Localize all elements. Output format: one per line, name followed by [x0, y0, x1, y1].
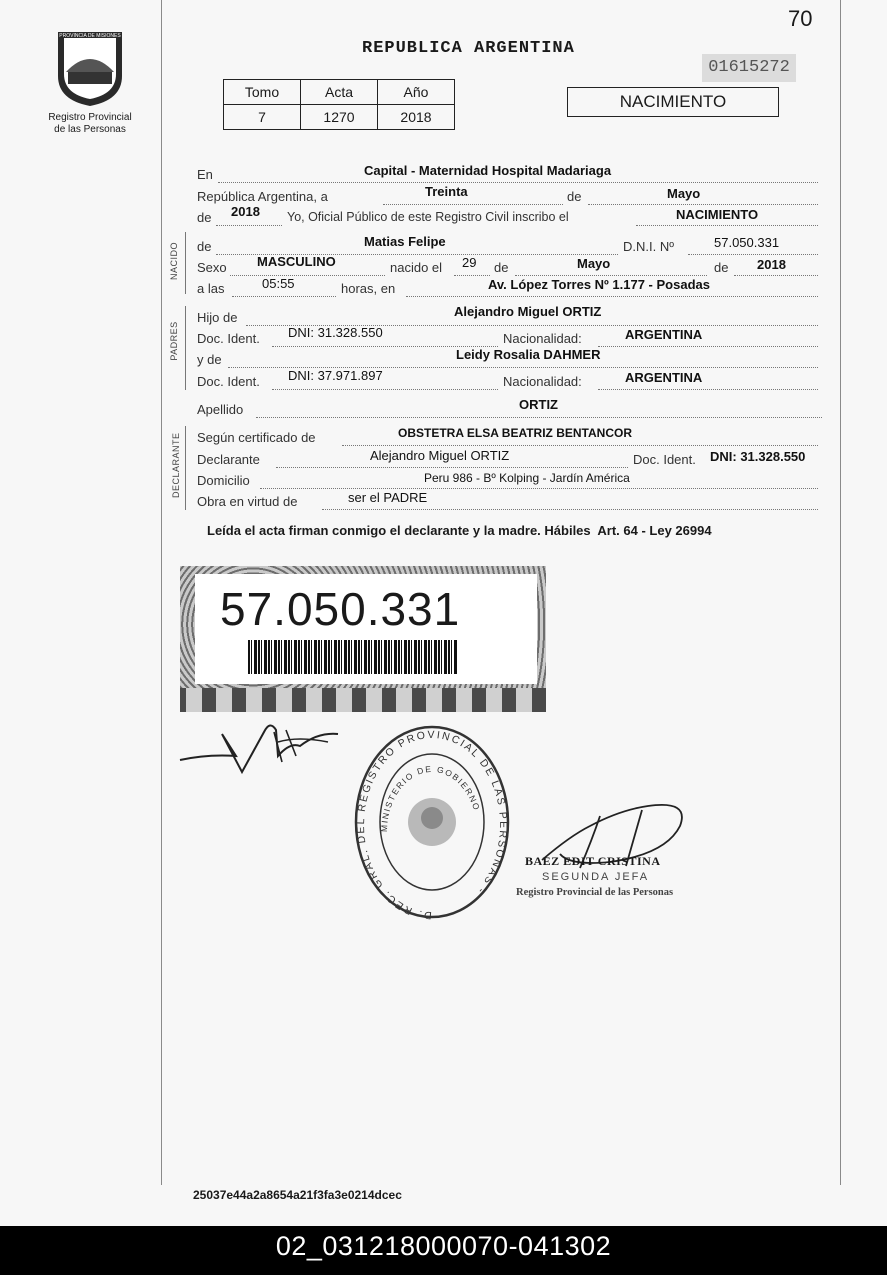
birth-time: 05:55 — [262, 276, 295, 291]
father-name: Alejandro Miguel ORTIZ — [454, 304, 602, 319]
declarante-line — [276, 467, 628, 468]
sexo-line — [230, 275, 385, 276]
horas-en-label: horas, en — [341, 281, 396, 296]
declarant-address: Peru 986 - Bº Kolping - Jardín América — [424, 471, 630, 485]
registry-table — [223, 79, 455, 130]
document-hash: 25037e44a2a8654a21f3fa3e0214dcec — [193, 1188, 402, 1202]
side-label-padres: PADRES — [169, 321, 179, 361]
birth-certificate-issuer: OBSTETRA ELSA BEATRIZ BENTANCOR — [398, 426, 632, 440]
page-number: 70 — [788, 6, 813, 31]
id-sticker-bottom-band — [180, 688, 546, 712]
serial-number: 01615272 — [702, 54, 796, 82]
birth-address: Av. López Torres Nº 1.177 - Posadas — [488, 277, 710, 292]
madre-nacionalidad-label: Nacionalidad: — [503, 374, 582, 389]
domicilio-line — [260, 488, 818, 489]
de-label-2: de — [197, 210, 212, 225]
col-anio-header: Año — [378, 80, 455, 105]
dia-line — [383, 204, 563, 205]
apellido-label: Apellido — [197, 402, 244, 417]
inscribo-line — [636, 225, 818, 226]
surname: ORTIZ — [519, 397, 558, 412]
domicilio-label: Domicilio — [197, 473, 250, 488]
child-name: Matias Felipe — [364, 234, 446, 249]
declarant-document: DNI: 31.328.550 — [710, 449, 806, 464]
father-nationality: ARGENTINA — [625, 327, 703, 342]
official-role: SEGUNDA JEFA — [542, 871, 650, 883]
padres-group-line — [185, 306, 186, 390]
mes-line — [588, 204, 818, 205]
de-label-1: de — [567, 189, 582, 204]
birth-day: 29 — [462, 255, 477, 270]
seal-inner-text: MINISTERIO DE GOBIERNO — [378, 763, 483, 833]
nac-dia-line — [454, 275, 490, 276]
padre-nac-line — [598, 346, 818, 347]
table-value-row — [224, 105, 455, 130]
y-de-label: y de — [197, 352, 222, 367]
inscription-type: NACIMIENTO — [676, 207, 759, 222]
official-name: BAEZ EDIT CRISTINA — [525, 854, 661, 868]
closing-statement: Leída el acta firman conmigo el declarante y la madre. Hábiles Art. 64 - Ley 26994 — [207, 523, 712, 538]
declarante-label: Declarante — [197, 452, 260, 467]
official-seal — [352, 722, 512, 922]
col-tomo-header: Tomo — [224, 80, 301, 105]
id-number: 57.050.331 — [220, 583, 461, 635]
en-label: En — [197, 167, 213, 182]
madre-doc-label: Doc. Ident. — [197, 374, 260, 389]
acta-value: 1270 — [301, 105, 378, 130]
a-las-label: a las — [197, 281, 225, 296]
decl-doc-label: Doc. Ident. — [633, 452, 696, 467]
emblem-text: PROVINCIA DE MISIONES — [59, 33, 121, 39]
official-office: Registro Provincial de las Personas — [516, 887, 674, 898]
nacido-el-label: nacido el — [390, 260, 443, 275]
madre-doc-line — [272, 389, 498, 390]
declarant-signature — [178, 712, 348, 782]
child-dni: 57.050.331 — [714, 235, 780, 250]
barcode — [248, 640, 458, 674]
nacido-group-line — [185, 232, 186, 294]
document-title: REPUBLICA ARGENTINA — [362, 39, 575, 58]
birth-month: Mayo — [577, 256, 611, 271]
page-left-border — [161, 0, 162, 1185]
logo-caption-line1: Registro Provincial — [48, 112, 132, 123]
side-label-nacido: NACIDO — [169, 242, 179, 281]
padre-doc-label: Doc. Ident. — [197, 331, 260, 346]
lugar-line — [406, 296, 818, 297]
de-label-4: de — [494, 260, 509, 275]
obra-line — [322, 509, 818, 510]
nac-mes-line — [515, 275, 707, 276]
hora-line — [232, 296, 336, 297]
mother-nationality: ARGENTINA — [625, 370, 703, 385]
birth-year: 2018 — [757, 257, 786, 272]
mother-name: Leidy Rosalia DAHMER — [456, 347, 601, 362]
de-label-5: de — [714, 260, 729, 275]
en-line — [218, 182, 818, 183]
seal-outer-text: D. REC. GRAL. DEL REGISTRO PROVINCIAL DE LAS PERSONAS - — [354, 728, 510, 922]
dni-label: D.N.I. Nº — [623, 239, 674, 254]
declarant-name: Alejandro Miguel ORTIZ — [370, 448, 510, 463]
mother-document: DNI: 37.971.897 — [288, 368, 383, 383]
sexo-label: Sexo — [197, 260, 227, 275]
declarante-group-line — [185, 426, 186, 510]
certificado-label: Según certificado de — [197, 430, 316, 445]
anio-value: 2018 — [378, 105, 455, 130]
child-sex: MASCULINO — [257, 254, 336, 269]
birth-place: Capital - Maternidad Hospital Madariaga — [364, 163, 612, 178]
logo-caption-line2: de las Personas — [54, 124, 126, 135]
page-right-border — [840, 0, 841, 1185]
footer-bar — [0, 1226, 887, 1275]
province-emblem-logo — [52, 26, 128, 108]
declarant-capacity: ser el PADRE — [348, 490, 428, 505]
inscription-year: 2018 — [231, 204, 260, 219]
tomo-value: 7 — [224, 105, 301, 130]
certificado-line — [342, 445, 818, 446]
table-header-row — [224, 80, 455, 105]
republica-label: República Argentina, a — [197, 189, 328, 204]
footer-document-id: 02_031218000070-041302 — [275, 1231, 612, 1261]
oficial-text: Yo, Oficial Público de este Registro Civil inscribo el — [287, 210, 569, 224]
nac-anio-line — [734, 275, 818, 276]
inscription-month: Mayo — [667, 186, 701, 201]
anio-line — [216, 225, 282, 226]
col-acta-header: Acta — [301, 80, 378, 105]
madre-nac-line — [598, 389, 818, 390]
apellido-line — [256, 417, 822, 418]
padre-nacionalidad-label: Nacionalidad: — [503, 331, 582, 346]
de-label-3: de — [197, 239, 212, 254]
hijo-de-label: Hijo de — [197, 310, 238, 325]
father-document: DNI: 31.328.550 — [288, 325, 383, 340]
side-label-declarante: DECLARANTE — [171, 432, 181, 498]
inscription-day: Treinta — [425, 184, 468, 199]
obra-label: Obra en virtud de — [197, 494, 298, 509]
record-type-box: NACIMIENTO — [567, 87, 779, 117]
dni-line — [688, 254, 818, 255]
